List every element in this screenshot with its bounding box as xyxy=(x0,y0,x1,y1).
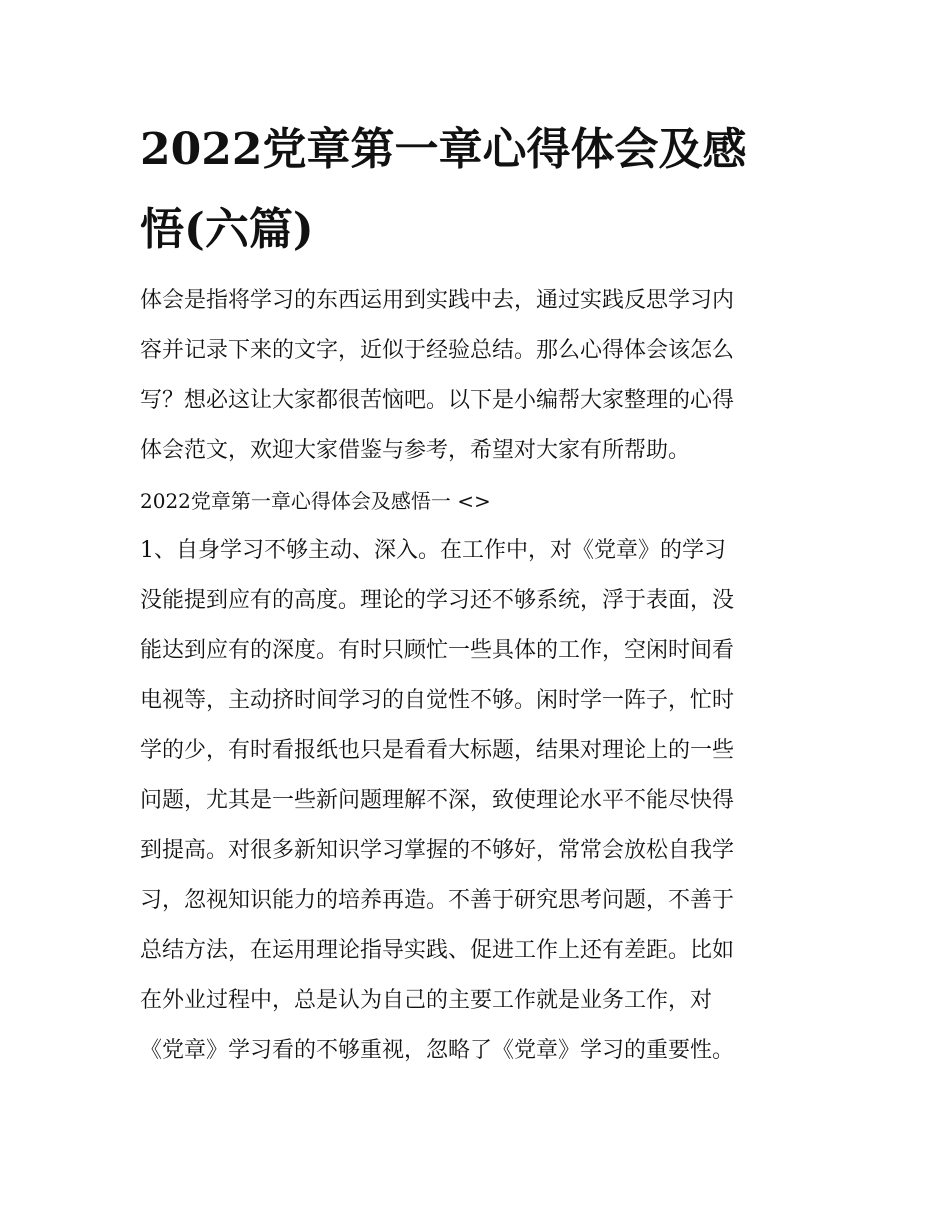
document-page xyxy=(140,110,812,1076)
body-paragraph: 1、自身学习不够主动、深入。在工作中，对《党章》的学习 没能提到应有的高度。理论的学习还不够系统，浮于表面，没 能达到应有的深度。有时只顾忙一些具体的工作，空闲时间看 电视等，主动挤时间学习的自觉性不够。闲时学一阵子，忙时 学的少，有时看报纸也只是看看大标题，结果对理论上的一些 问题，尤其是一些新问题理解不深，致使理论水平不能尽快得 到提高。对很多新知识学习掌握的不够好，常常会放松自我学 习，忽视知识能力的培养再造。不善于研究思考问题，不善于 总结方法，在运用理论指导实践、促进工作上还有差距。比如 在外业过程中，总是认为自己的主要工作就是业务工作，对 《党章》学习看的不够重视，忽略了《党章》学习的重要性。 xyxy=(140,538,735,1063)
section-heading: 2022党章第一章心得体会及感悟一 <> xyxy=(140,489,491,513)
intro-paragraph: 体会是指将学习的东西运用到实践中去，通过实践反思学习内 容并记录下来的文字，近似于经验总结。那么心得体会该怎么 写？想必这让大家都很苦恼吧。以下是小编帮大家整理的心得 体会范文，欢迎大家借鉴与参考，希望对大家有所帮助。 xyxy=(140,288,735,463)
document-title: 2022党章第一章心得体会及感 悟(六篇) xyxy=(140,124,747,255)
